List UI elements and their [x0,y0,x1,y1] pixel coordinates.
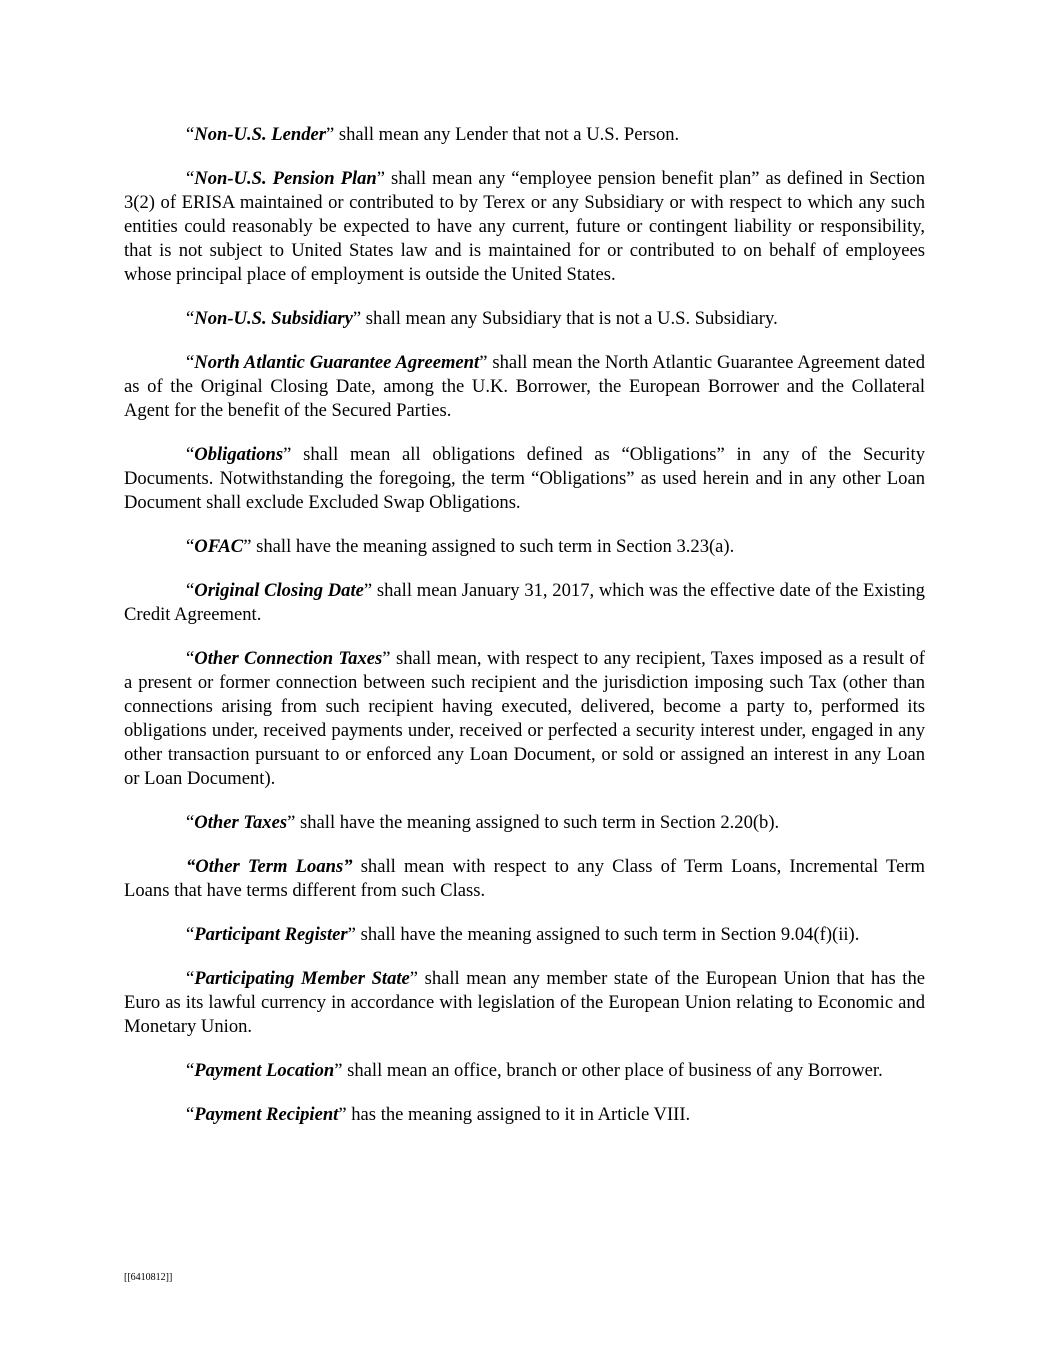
definition-paragraph: “OFAC” shall have the meaning assigned to such term in Section 3.23(a). [186,536,735,557]
definition-paragraph: “Non-U.S. Lender” shall mean any Lender that not a U.S. Person. [186,124,680,145]
defined-term: “Other Term Loans” [186,856,353,877]
definition-text: has the meaning assigned to it in Article VIII. [346,1104,691,1125]
definition-paragraph: “Non-U.S. Pension Plan” shall mean any “employee pension benefit plan” as defined in Section 3(2) of ERISA maintained or contributed to by Terex or any Subsidiary or with respect to which any such entities could reasonably be expected to have any current, future or contingent liability or responsibility, that is not subject to United States law and is maintained for or contributed to on behalf of employees whose principal place of employment is outside the United States. [124,168,925,285]
definition-paragraph: “Obligations” shall mean all obligations defined as “Obligations” in any of the Security Documents. Notwithstanding the foregoing, the term “Obligations” as used herein and in any other Loan Document shall exclude Excluded Swap Obligations. [124,444,925,513]
defined-term: North Atlantic Guarantee Agreement [194,352,480,373]
definition-text: shall mean any member state of the European Union that has the Euro as its lawful currency in accordance with legislation of the European Union relating to Economic and Monetary Union. [124,968,925,1037]
defined-term: Non-U.S. Pension Plan [194,168,377,189]
definition-text: shall mean the North Atlantic Guarantee Agreement dated as of the Original Closing Date, among the U.K. Borrower, the European Borrower and the Collateral Agent for the benefit of the Secured Parties. [124,352,926,421]
defined-term: Other Taxes [194,812,288,833]
definition-text: shall mean January 31, 2017, which was the effective date of the Existing Credit Agreement. [124,580,925,625]
defined-term: OFAC [194,536,244,557]
defined-term: Obligations [194,444,284,465]
definition-text: shall have the meaning assigned to such term in Section 9.04(f)(ii). [355,924,860,945]
definition-paragraph: “Participant Register” shall have the meaning assigned to such term in Section 9.04(f)(ii). [186,924,860,945]
definition-text: shall have the meaning assigned to such term in Section 2.20(b). [295,812,780,833]
definition-paragraph: “Other Connection Taxes” shall mean, with respect to any recipient, Taxes imposed as a result of a present or former connection between such recipient and the jurisdiction imposing such Tax (other than connections arising from such recipient having executed, delivered, become a party to, performed its obligations under, received payments under, received or perfected a security interest under, engaged in any other transaction pursuant to or enforced any Loan Document, or sold or assigned an interest in any Loan or Loan Document). [124,648,925,789]
definition-paragraph: “Other Taxes” shall have the meaning assigned to such term in Section 2.20(b). [186,812,780,833]
document-id-footer: [[6410812]] [124,1272,173,1283]
defined-term: Non-U.S. Subsidiary [194,308,353,329]
definition-text: shall mean any Subsidiary that is not a U.S. Subsidiary. [361,308,778,329]
definition-text: shall mean all obligations defined as “Obligations” in any of the Security Documents. Notwithstanding the foregoing, the term “Obligations” as used herein and in any other Loan Document shall exclude Excluded Swap Obligations. [124,444,925,513]
definition-text: shall mean any “employee pension benefit plan” as defined in Section 3(2) of ERISA maintained or contributed to by Terex or any Subsidiary or with respect to which any such entities could reasonably be expected to have any current, future or contingent liability or responsibility, that is not subject to United States law and is maintained for or contributed to on behalf of employees whose principal place of employment is outside the United States. [124,168,925,285]
definition-paragraph: “Non-U.S. Subsidiary” shall mean any Subsidiary that is not a U.S. Subsidiary. [186,308,778,329]
definition-paragraph: “Payment Recipient” has the meaning assigned to it in Article VIII. [186,1104,691,1125]
definition-paragraph: “North Atlantic Guarantee Agreement” shall mean the North Atlantic Guarantee Agreement dated as of the Original Closing Date, among the U.K. Borrower, the European Borrower and the Collateral Agent for the benefit of the Secured Parties. [124,352,926,421]
definition-paragraph: “Payment Location” shall mean an office, branch or other place of business of any Borrower. [186,1060,883,1081]
definition-paragraph: “Participating Member State” shall mean any member state of the European Union that has the Euro as its lawful currency in accordance with legislation of the European Union relating to Economic and Monetary Union. [124,968,925,1037]
definition-paragraph: “Original Closing Date” shall mean January 31, 2017, which was the effective date of the Existing Credit Agreement. [124,580,925,625]
definition-text: shall mean, with respect to any recipient, Taxes imposed as a result of a present or former connection between such recipient and the jurisdiction imposing such Tax (other than connections arising from such recipient having executed, delivered, become a party to, performed its obligations under, received payments under, received or perfected a security interest under, engaged in any other transaction pursuant to or enforced any Loan Document, or sold or assigned an interest in any Loan or Loan Document). [124,648,925,789]
defined-term: Participating Member State [194,968,410,989]
definition-text: shall mean an office, branch or other place of business of any Borrower. [342,1060,883,1081]
defined-term: Non-U.S. Lender [194,124,326,145]
defined-term: Original Closing Date [194,580,364,601]
document-body [124,123,925,1147]
definition-text: shall mean with respect to any Class of Term Loans, Incremental Term Loans that have terms different from such Class. [124,856,925,901]
defined-term: Payment Recipient [194,1104,339,1125]
defined-term: Other Connection Taxes [194,648,383,669]
defined-term: Payment Location [194,1060,335,1081]
definition-text: shall mean any Lender that not a U.S. Person. [334,124,680,145]
definition-paragraph [124,855,925,903]
definition-text: shall have the meaning assigned to such term in Section 3.23(a). [251,536,735,557]
defined-term: Participant Register [194,924,348,945]
